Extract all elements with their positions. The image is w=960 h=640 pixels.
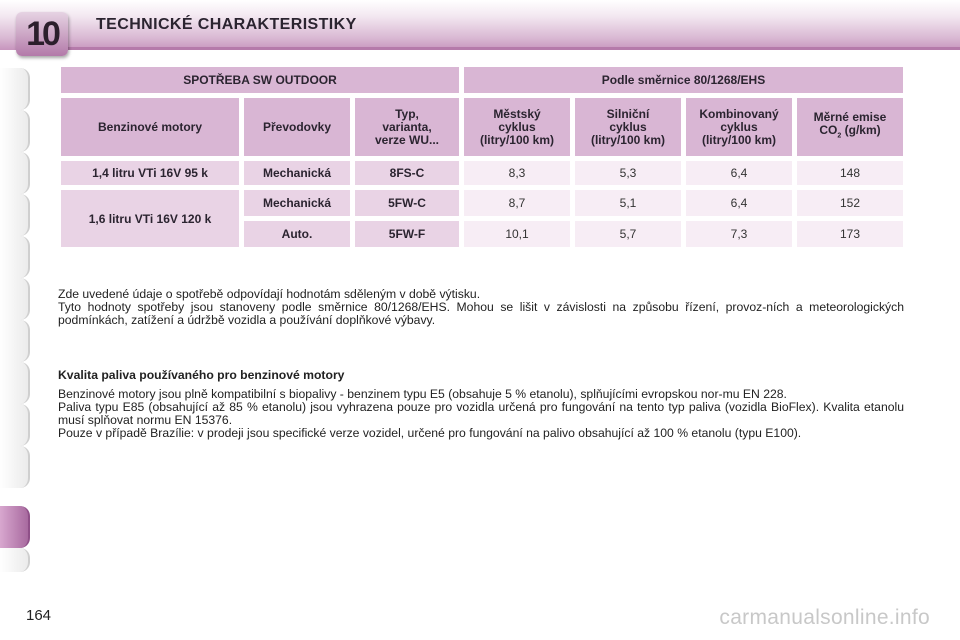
col-header-extra-urban: [575, 98, 681, 156]
fuel-quality-heading: Kvalita paliva používaného pro benzinové motory: [58, 368, 345, 382]
chapter-tab[interactable]: [0, 152, 30, 194]
col-header-co2-sub: 2: [837, 132, 842, 140]
col-header-gearbox: Převodovky: [244, 98, 350, 156]
chapter-tab[interactable]: [0, 362, 30, 404]
fuel-paragraph: Pouze v případě Brazílie: v prodeji jsou specifické verze vozidel, určené pro fungování na palivo obsahující až 100 % etanolu (typu E100).: [58, 426, 802, 440]
table-title-left: SPOTŘEBA SW OUTDOOR: [61, 67, 459, 93]
col-header-urban-line: cyklus: [498, 119, 536, 134]
col-header-co2-prefix: Měrné emise: [813, 110, 887, 125]
chapter-tab[interactable]: [0, 446, 30, 488]
chapter-tab[interactable]: [0, 278, 30, 320]
col-header-combined-line: Kombinovaný: [699, 106, 779, 121]
extra-urban-cell: 5,7: [575, 221, 681, 247]
col-header-co2-unit: (g/km): [841, 123, 881, 138]
chapter-tabs: [0, 68, 34, 568]
col-header-co2-label: CO: [819, 123, 838, 138]
col-header-co2: [797, 98, 903, 156]
chapter-badge: 10: [16, 12, 68, 56]
gearbox-cell: Mechanická: [244, 161, 350, 185]
urban-cell: 8,7: [464, 190, 570, 216]
page-title: TECHNICKÉ CHARAKTERISTIKY: [96, 16, 357, 33]
col-header-extra-urban-line: cyklus: [609, 119, 647, 134]
urban-cell: 10,1: [464, 221, 570, 247]
co2-cell: 148: [797, 161, 903, 185]
chapter-tab[interactable]: [0, 68, 30, 110]
consumption-table: [56, 62, 908, 252]
combined-cell: 6,4: [686, 190, 792, 216]
chapter-tab[interactable]: [0, 320, 30, 362]
fuel-paragraph: Paliva typu E85 (obsahující až 85 % etanolu) jsou vyhrazena pouze pro vozidla určená pro fungování na tento typ paliva (vozidla BioFlex). Kvalita etanolu musí splňovat normu EN 15376.: [58, 400, 904, 427]
col-header-combined-line: (litry/100 km): [701, 132, 777, 147]
col-header-type-line: Typ,: [395, 106, 419, 121]
col-header-urban-line: (litry/100 km): [479, 132, 555, 147]
engine-cell: 1,4 litru VTi 16V 95 k: [61, 161, 239, 185]
note-line: Zde uvedené údaje o spotřebě odpovídají hodnotám sděleným v době výtisku.: [58, 287, 481, 301]
chapter-tab[interactable]: [0, 404, 30, 446]
fuel-paragraph: Benzinové motory jsou plně kompatibilní s biopalivy - benzinem typu E5 (obsahuje 5 % etanolu), splňujícími evropskou nor-mu EN 228.: [58, 387, 787, 401]
col-header-extra-urban-line: Silniční: [606, 106, 650, 121]
table-title-right: Podle směrnice 80/1268/EHS: [464, 67, 903, 93]
col-header-urban-line: Městský: [493, 106, 541, 121]
chapter-tab[interactable]: [0, 548, 30, 572]
combined-cell: 6,4: [686, 161, 792, 185]
col-header-extra-urban-line: (litry/100 km): [590, 132, 666, 147]
page-number: 164: [26, 607, 52, 624]
col-header-combined-line: cyklus: [720, 119, 758, 134]
co2-cell: 152: [797, 190, 903, 216]
col-header-engine: Benzinové motory: [61, 98, 239, 156]
col-header-urban: [464, 98, 570, 156]
col-header-type-line: varianta,: [382, 119, 432, 134]
chapter-tab-active[interactable]: [0, 506, 30, 548]
col-header-combined: [686, 98, 792, 156]
gearbox-cell: Auto.: [244, 221, 350, 247]
table-row: [61, 190, 903, 216]
engine-cell: 1,6 litru VTi 16V 120 k: [61, 190, 239, 247]
chapter-tab[interactable]: [0, 194, 30, 236]
extra-urban-cell: 5,3: [575, 161, 681, 185]
fuel-quality-text: [58, 388, 904, 440]
extra-urban-cell: 5,1: [575, 190, 681, 216]
type-cell: 5FW-F: [355, 221, 459, 247]
gearbox-cell: Mechanická: [244, 190, 350, 216]
header-divider: [36, 47, 960, 50]
type-cell: 5FW-C: [355, 190, 459, 216]
table-row: [61, 161, 903, 185]
watermark: carmanualsonline.info: [719, 606, 930, 629]
urban-cell: 8,3: [464, 161, 570, 185]
co2-cell: 173: [797, 221, 903, 247]
col-header-type-line: verze WU...: [374, 132, 440, 147]
consumption-note: [58, 288, 904, 327]
chapter-tab[interactable]: [0, 110, 30, 152]
combined-cell: 7,3: [686, 221, 792, 247]
note-line: Tyto hodnoty spotřeby jsou stanoveny podle směrnice 80/1268/EHS. Mohou se lišit v závislosti na způsobu řízení, provoz-ních a meteorologických podmínkách, zatížení a údržbě vozidla a používání doplňkové výbavy.: [58, 300, 904, 327]
type-cell: 8FS-C: [355, 161, 459, 185]
col-header-type: [355, 98, 459, 156]
chapter-tab[interactable]: [0, 236, 30, 278]
